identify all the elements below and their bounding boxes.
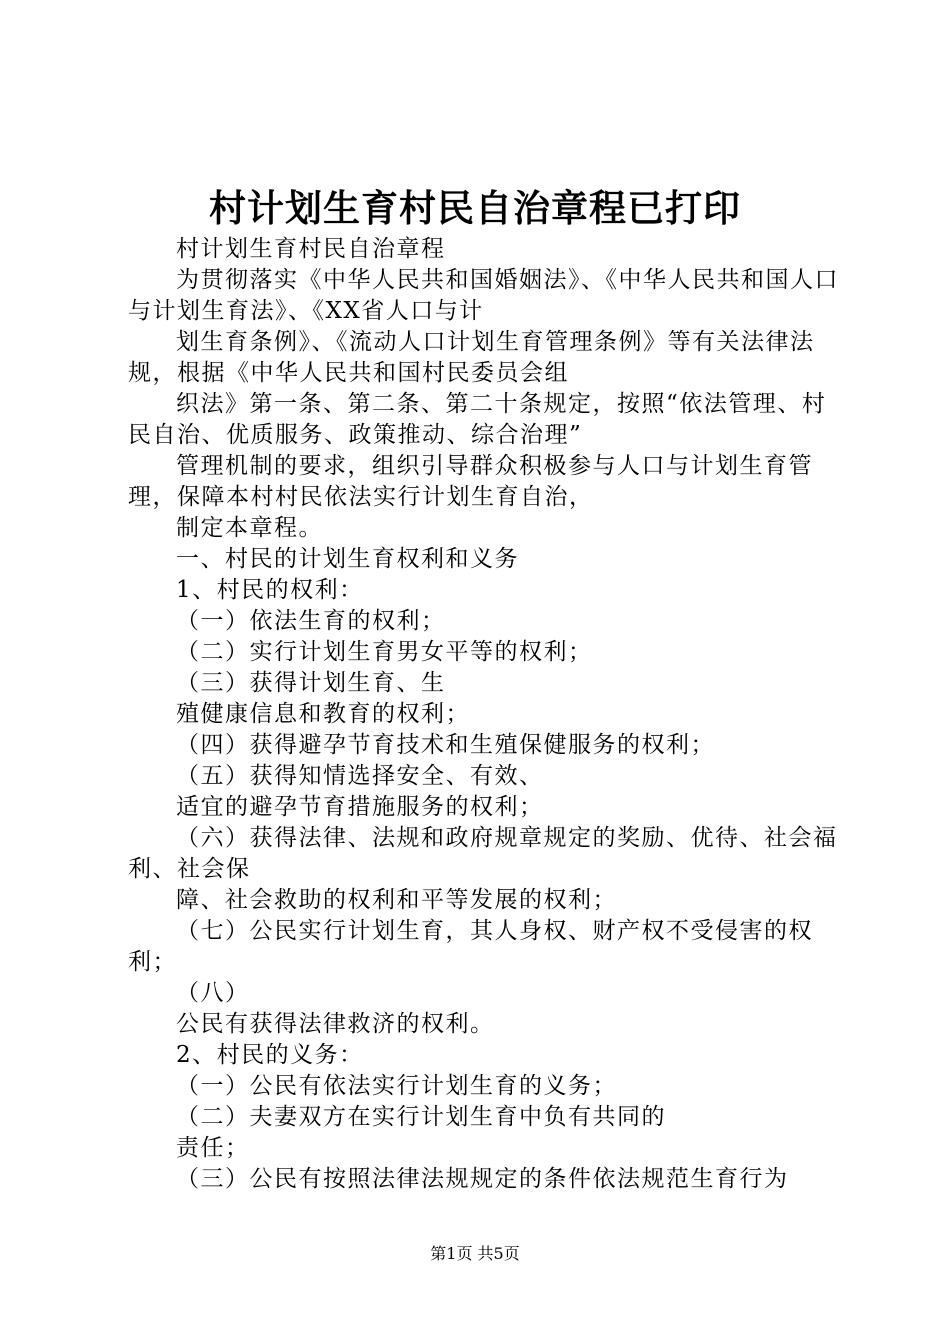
section-heading-rights-duties: 一、村民的计划生育权利和义务 (176, 546, 519, 572)
list-item-right-7: （七）公民实行计划生育，其人身权、财产权不受侵害的权利； (128, 918, 813, 975)
list-item-duty-2b: 责任； (176, 1135, 250, 1161)
subheading-duties: 2、村民的义务： (176, 1042, 364, 1068)
list-item-right-3b: 殖健康信息和教育的权利； (176, 701, 470, 727)
document-body (128, 234, 840, 1195)
paragraph-intro-1: 为贯彻落实《中华人民共和国婚姻法》、《中华人民共和国人口与计划生育法》、《XX省人口与计 (128, 267, 839, 324)
list-item-right-4: （四）获得避孕节育技术和生殖保健服务的权利； (176, 732, 715, 758)
list-item-right-6a: （六）获得法律、法规和政府规章规定的奖励、优待、社会福利、社会保 (128, 825, 838, 882)
list-item-duty-2a: （二）夫妻双方在实行计划生育中负有共同的 (176, 1104, 666, 1130)
list-item-duty-3: （三）公民有按照法律法规规定的条件依法规范生育行为 (176, 1166, 789, 1192)
list-item-right-8b: 公民有获得法律救济的权利。 (176, 1011, 495, 1037)
document-title: 村计划生育村民自治章程已打印 (209, 186, 741, 230)
list-item-right-2: （二）实行计划生育男女平等的权利； (176, 639, 593, 665)
paragraph-intro-4: 管理机制的要求，组织引导群众积极参与人口与计划生育管理，保障本村村民依法实行计划生育自治， (128, 453, 813, 510)
paragraph-intro-5: 制定本章程。 (176, 515, 323, 541)
list-item-right-5a: （五）获得知情选择安全、有效、 (176, 763, 544, 789)
paragraph-intro-3: 织法》第一条、第二条、第二十条规定，按照“依法管理、村民自治、优质服务、政策推动、综合治理” (128, 391, 827, 448)
paragraph-subtitle: 村计划生育村民自治章程 (176, 236, 446, 262)
list-item-right-3a: （三）获得计划生育、生 (176, 670, 446, 696)
list-item-right-1: （一）依法生育的权利； (176, 608, 446, 634)
list-item-right-8a: （八） (176, 980, 250, 1006)
subheading-rights: 1、村民的权利： (176, 577, 364, 603)
list-item-right-5b: 适宜的避孕节育措施服务的权利； (176, 794, 544, 820)
list-item-right-6b: 障、社会救助的权利和平等发展的权利； (176, 887, 617, 913)
list-item-duty-1: （一）公民有依法实行计划生育的义务； (176, 1073, 617, 1099)
paragraph-intro-2: 划生育条例》、《流动人口计划生育管理条例》等有关法律法规，根据《中华人民共和国村民委员会组 (128, 329, 815, 386)
page-number-footer: 第1页 共5页 (430, 1244, 520, 1263)
